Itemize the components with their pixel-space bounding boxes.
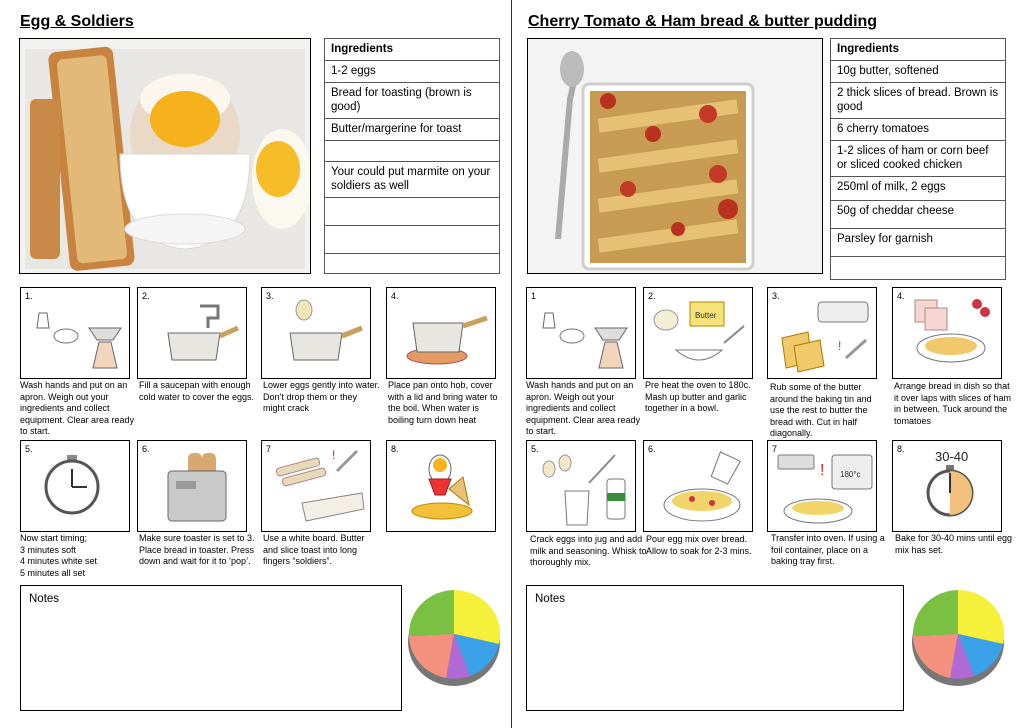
- step-caption: Place pan onto hob, cover with a lid and bring water to the boil. When water is boiling turn down heat: [388, 380, 498, 425]
- ingredient-row: [325, 225, 499, 253]
- ingredients-header: Ingredients: [325, 38, 499, 60]
- pour-egg-mix-icon: [644, 441, 753, 532]
- pie-slice-green: [409, 590, 454, 636]
- pie-slice-green: [913, 590, 958, 636]
- eatwell-pie-icon: [406, 586, 502, 688]
- eatwell-pie-icon: [910, 586, 1006, 688]
- step-number: 5.: [531, 444, 539, 454]
- recipe-title: Cherry Tomato & Ham bread & butter pudding: [528, 13, 878, 30]
- ingredient-row: Bread for toasting (brown is good): [325, 82, 499, 118]
- step-box-6: [137, 440, 247, 532]
- egg-soldiers-photo: [19, 38, 311, 274]
- ingredient-row: 10g butter, softened: [831, 60, 1005, 82]
- ingredients-table: [830, 38, 1006, 280]
- step-number: 4.: [897, 291, 905, 301]
- ingredient-row: 2 thick slices of bread. Brown is good: [831, 82, 1005, 118]
- svg-text:!: !: [332, 448, 336, 462]
- step-box-8: [386, 440, 496, 532]
- notes-label: Notes: [535, 593, 566, 605]
- step-caption: Pour egg mix over bread. Allow to soak for 2-3 mins.: [646, 534, 752, 556]
- step-number: 8.: [897, 444, 905, 454]
- ingredient-row: Your could put marmite on your soldiers as well: [325, 161, 499, 197]
- ingredient-row: 50g of cheddar cheese: [831, 200, 1005, 228]
- step-number: 3.: [266, 291, 274, 301]
- ingredient-row: Parsley for garnish: [831, 228, 1005, 256]
- step-caption: Rub some of the butter around the baking tin and use the rest to butter the bread with. Cut in half diagonally.: [770, 382, 872, 438]
- egg-cup-soldiers-icon: [387, 441, 496, 532]
- step-box-8: [892, 440, 1002, 532]
- step-box-4: [892, 287, 1002, 379]
- step-box-7: [767, 440, 877, 532]
- ingredient-row: [831, 256, 1005, 280]
- step-caption: Transfer into oven. If using a foil container, place on a baking tray first.: [771, 533, 885, 566]
- step-box-2: [643, 287, 753, 379]
- step-caption: Lower eggs gently into water. Don’t drop them or they might crack: [263, 380, 380, 413]
- step-caption: Make sure toaster is set to 3. Place bread in toaster. Press down and wait for it to ‘pop’.: [139, 533, 255, 566]
- butter-garlic-bowl-icon: [644, 288, 753, 379]
- step-box-5: [526, 440, 636, 532]
- step-caption: Wash hands and put on an apron. Weigh out your ingredients and collect equipment. Clear area ready to start.: [526, 380, 641, 436]
- saucepan-tap-icon: [138, 288, 247, 379]
- baking-tin-bread-icon: [768, 288, 877, 379]
- step-caption: Fill a saucepan with enough cold water to cover the eggs.: [139, 380, 255, 402]
- step-number: 6.: [142, 444, 150, 454]
- notes-box[interactable]: [20, 585, 402, 711]
- ingredient-row: Butter/margerine for toast: [325, 118, 499, 140]
- step-caption: Arrange bread in dish so that it over laps with slices of ham in between. Tuck around the tomatoes: [894, 381, 1012, 426]
- butter-pack-label: Butter: [695, 311, 717, 320]
- pan-on-hob-icon: [387, 288, 496, 379]
- step-box-5: [20, 440, 130, 532]
- step-number: 7: [772, 444, 778, 454]
- step-box-7: [261, 440, 371, 532]
- wash-hands-scales-icon: [527, 288, 636, 379]
- timer-label: 30-40: [935, 449, 969, 464]
- notes-box[interactable]: [526, 585, 904, 711]
- oven-temperature-label: 180°c: [840, 470, 861, 479]
- oven-tray-icon: [768, 441, 877, 532]
- svg-text:!: !: [838, 339, 842, 353]
- step-number: 4.: [391, 291, 399, 301]
- step-box-3: [261, 287, 371, 379]
- ingredient-row: [325, 197, 499, 225]
- ingredient-row: [325, 253, 499, 274]
- toaster-icon: [138, 441, 247, 532]
- step-caption: Pre heat the oven to 180c. Mash up butter and garlic together in a bowl.: [645, 380, 751, 413]
- step-number: 1.: [25, 291, 33, 301]
- step-number: 8.: [391, 444, 399, 454]
- recipe-bread-butter-pudding: [512, 0, 1023, 728]
- notes-label: Notes: [29, 593, 60, 605]
- step-number: 3.: [772, 291, 780, 301]
- board-knife-icon: [262, 441, 371, 532]
- ingredient-row: 6 cherry tomatoes: [831, 118, 1005, 140]
- step-caption: Bake for 30-40 mins until egg mix has set.: [895, 533, 1013, 555]
- ingredient-row: [325, 140, 499, 161]
- wash-hands-scales-icon: [21, 288, 130, 379]
- step-caption: Use a white board. Butter and slice toast into long fingers “soldiers”.: [263, 533, 365, 566]
- stopwatch-icon: [21, 441, 130, 532]
- step-box-6: [643, 440, 753, 532]
- step-number: 7: [266, 444, 272, 454]
- step-box-1: [526, 287, 636, 379]
- step-box-1: [20, 287, 130, 379]
- ingredient-row: 1-2 slices of ham or corn beef or sliced cooked chicken: [831, 140, 1005, 176]
- ingredient-row: 250ml of milk, 2 eggs: [831, 176, 1005, 200]
- step-box-3: [767, 287, 877, 379]
- svg-text:!: !: [820, 462, 825, 479]
- step-box-4: [386, 287, 496, 379]
- ingredients-header: Ingredients: [831, 38, 1005, 60]
- eggs-jug-whisk-icon: [527, 441, 636, 532]
- step-caption: Wash hands and put on an apron. Weigh out your ingredients and collect equipment. Clear area ready to start.: [20, 380, 135, 436]
- ingredients-table: [324, 38, 500, 274]
- ingredient-row: 1-2 eggs: [325, 60, 499, 82]
- step-caption: Now start timing; 3 minutes soft 4 minutes white set 5 minutes all set: [20, 533, 98, 578]
- step-number: 1: [531, 291, 537, 301]
- recipe-title: Egg & Soldiers: [20, 13, 134, 30]
- ham-tomato-dish-icon: [893, 288, 1002, 379]
- timer-icon: [893, 441, 1002, 532]
- step-number: 6.: [648, 444, 656, 454]
- recipe-egg-soldiers: [0, 0, 511, 728]
- pudding-photo: [527, 38, 823, 274]
- egg-saucepan-icon: [262, 288, 371, 379]
- step-caption: Crack eggs into jug and add milk and seasoning. Whisk to thoroughly mix.: [530, 534, 647, 567]
- step-number: 5.: [25, 444, 33, 454]
- step-number: 2.: [648, 291, 656, 301]
- step-number: 2.: [142, 291, 150, 301]
- step-box-2: [137, 287, 247, 379]
